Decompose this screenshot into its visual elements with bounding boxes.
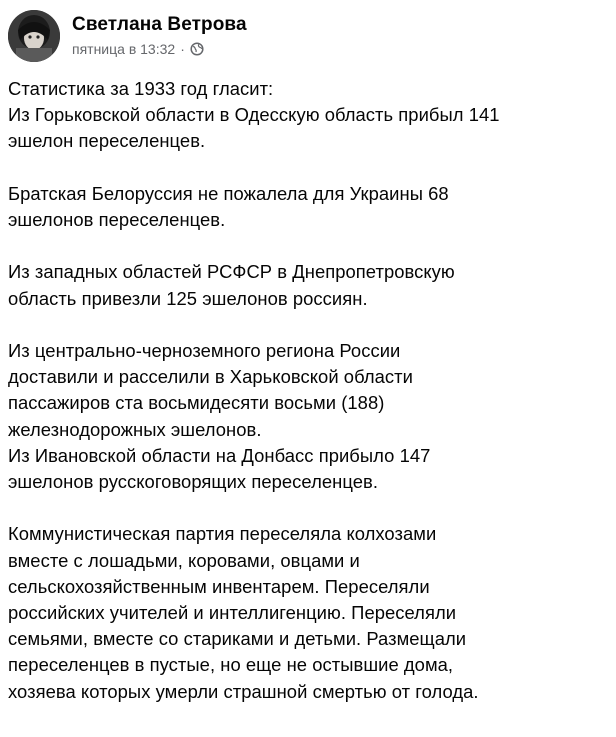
- text-line: Из западных областей РСФСР в Днепропетровскую: [8, 261, 455, 283]
- text-line: хозяева которых умерли страшной смертью от голода.: [8, 680, 479, 702]
- globe-icon[interactable]: [190, 42, 204, 56]
- post-header: [8, 8, 602, 72]
- post-meta: [72, 8, 247, 57]
- avatar-image: [8, 10, 60, 62]
- author-name[interactable]: Светлана Ветрова: [72, 14, 247, 35]
- post-timestamp[interactable]: пятница в 13:32: [72, 41, 176, 57]
- text-line: эшелон переселенцев.: [8, 130, 206, 152]
- text-line: сельскохозяйственным инвентарем. Переселяли: [8, 575, 430, 597]
- text-line: область привезли 125 эшелонов россиян.: [8, 287, 368, 309]
- text-line: эшелонов переселенцев.: [8, 209, 226, 230]
- text-line: пассажиров ста восьмидесяти восьми (188): [8, 392, 385, 414]
- text-line: российских учителей и интеллигенцию. Переселяли: [8, 602, 457, 623]
- post-subline: [72, 41, 247, 57]
- text-line: железнодорожных эшелонов.: [8, 418, 262, 440]
- text-line: Из Горьковской области в Одесскую область прибыл 141: [8, 104, 500, 126]
- avatar[interactable]: [8, 10, 60, 62]
- text-line: семьями, вместе со стариками и детьми. Размещали: [8, 628, 467, 650]
- text-line: доставили и расселили в Харьковской области: [8, 366, 413, 388]
- text-line: Из Ивановской области на Донбасс прибыло 147: [8, 444, 431, 466]
- text-line: Статистика за 1933 год гласит:: [8, 78, 274, 99]
- paragraph-2: [8, 181, 602, 233]
- text-line: Коммунистическая партия переселяла колхозами: [8, 523, 437, 545]
- text-line: Братская Белоруссия не пожалела для Украины 68: [8, 182, 449, 204]
- separator-dot: ·: [180, 41, 185, 57]
- text-line: вместе с лошадьми, коровами, овцами и: [8, 549, 360, 571]
- paragraph-4: [8, 338, 602, 495]
- paragraph-5: [8, 521, 602, 704]
- text-line: эшелонов русскоговорящих переселенцев.: [8, 471, 378, 492]
- text-line: переселенцев в пустые, но еще не остывшие дома,: [8, 654, 454, 676]
- paragraph-3: [8, 259, 602, 311]
- text-line: Из центрально-черноземного региона России: [8, 339, 401, 361]
- post-text: [8, 76, 602, 705]
- paragraph-1: [8, 76, 602, 155]
